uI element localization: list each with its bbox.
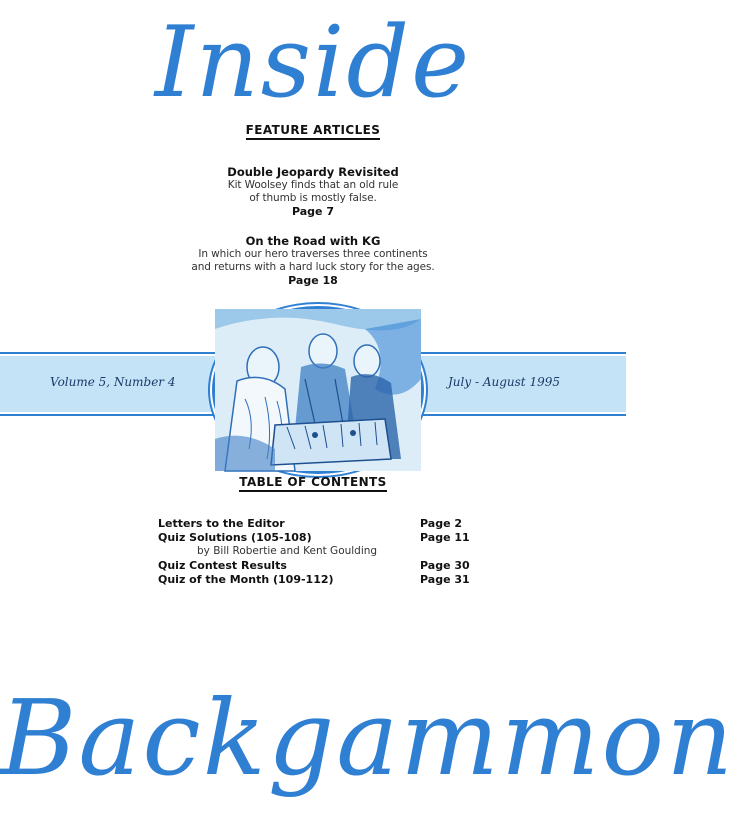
article-desc-line-2: of thumb is mostly false. bbox=[249, 192, 377, 204]
toc-item-page: Page 31 bbox=[420, 573, 470, 586]
feature-articles-heading: FEATURE ARTICLES bbox=[0, 123, 626, 137]
article-desc-line-2: and returns with a hard luck story for the ages. bbox=[191, 261, 435, 273]
table-of-contents-heading: TABLE OF CONTENTS bbox=[0, 475, 626, 489]
backgammon-players-engraving bbox=[212, 306, 424, 474]
article-title: On the Road with KG bbox=[245, 234, 381, 248]
toc-item-author: by Bill Robertie and Kent Goulding bbox=[197, 545, 378, 557]
toc-item-title: Quiz Contest Results bbox=[158, 559, 287, 572]
article-page: Page 18 bbox=[288, 274, 338, 287]
issue-date: July - August 1995 bbox=[448, 375, 560, 389]
toc-item-title: Quiz Solutions (105-108) bbox=[158, 531, 312, 544]
masthead-backgammon: Backgammon bbox=[0, 677, 735, 799]
toc-item bbox=[158, 573, 478, 587]
article-desc-line-1: Kit Woolsey finds that an old rule bbox=[227, 179, 399, 191]
article-page: Page 7 bbox=[291, 205, 334, 218]
volume-number: Volume 5, Number 4 bbox=[50, 375, 176, 389]
article-desc-line-1: In which our hero traverses three continents bbox=[198, 248, 428, 260]
toc-item-title: Quiz of the Month (109-112) bbox=[158, 573, 334, 586]
toc-item bbox=[158, 517, 478, 531]
article-on-the-road bbox=[0, 235, 626, 287]
toc-item-page: Page 2 bbox=[420, 517, 463, 530]
engraving-illustration bbox=[215, 309, 421, 471]
masthead-inside: Inside bbox=[154, 6, 472, 120]
toc-item-page: Page 30 bbox=[420, 559, 470, 572]
toc-item-page: Page 11 bbox=[420, 531, 470, 544]
article-double-jeopardy bbox=[0, 166, 626, 218]
toc-item bbox=[158, 531, 478, 545]
article-title: Double Jeopardy Revisited bbox=[227, 165, 399, 179]
toc-item bbox=[158, 559, 478, 573]
toc-item-title: Letters to the Editor bbox=[158, 517, 285, 530]
